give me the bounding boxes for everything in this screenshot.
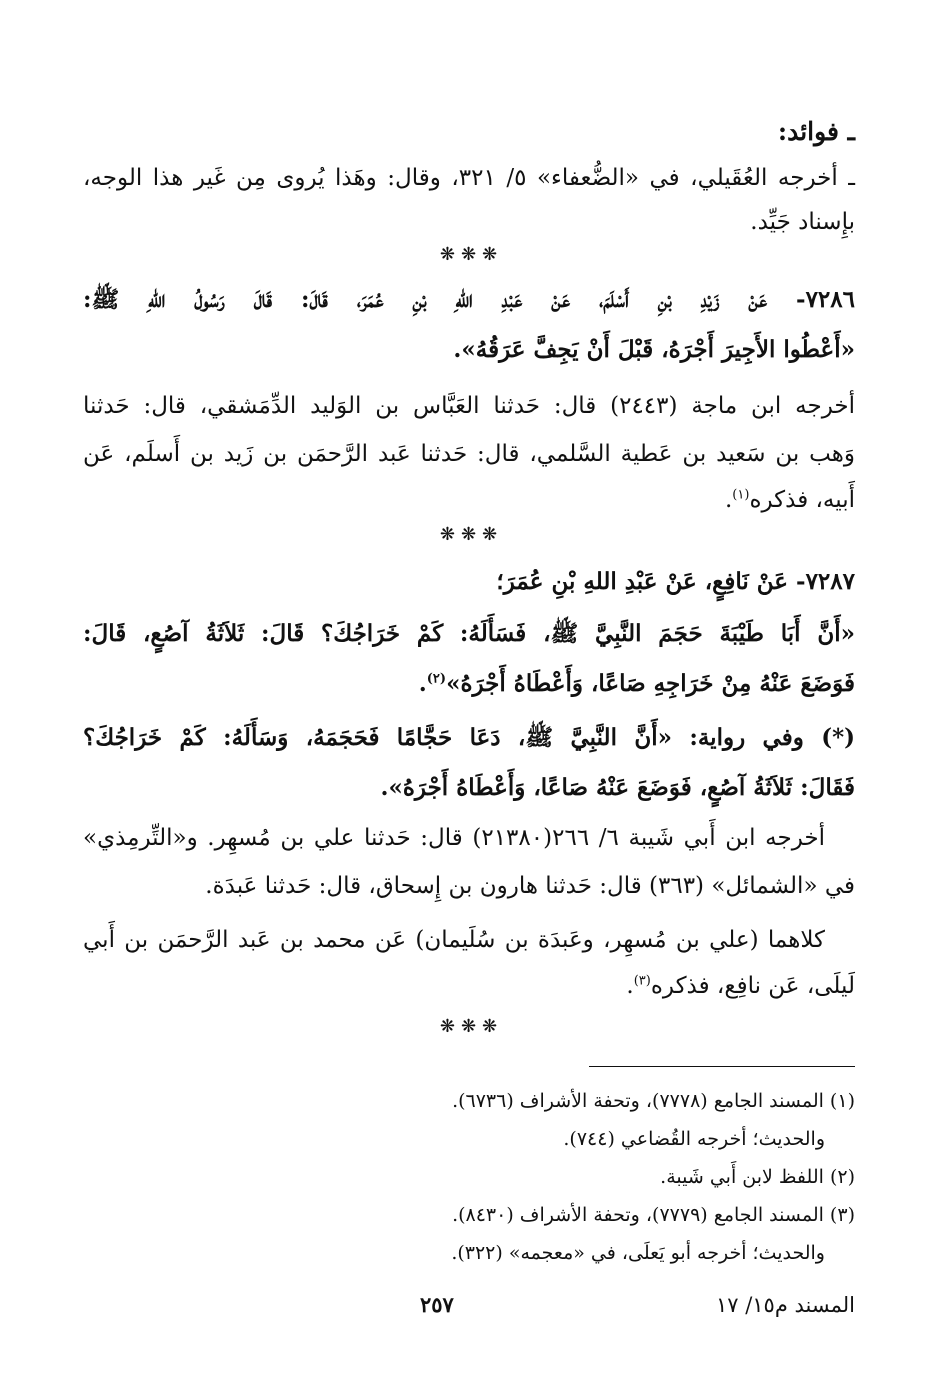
footnote-divider xyxy=(589,1066,855,1067)
footnote-ref-3: (٣) xyxy=(633,973,651,989)
takhrij-7287-end: . xyxy=(626,973,634,999)
hadith-7287-end: . xyxy=(418,670,427,697)
footnote-1b: والحديث؛ أخرجه القُضاعي (٧٤٤). xyxy=(563,1128,825,1150)
hadith-7287-text: فَوَضَعَ عَنْهُ مِنْ خَرَاجِهِ صَاعًا، وَأَعْطَاهُ أَجْرَهُ» xyxy=(446,670,855,697)
hadith-7287-line-1: ٧٢٨٧- عَنْ نَافِعٍ، عَنْ عَبْدِ اللهِ بْنِ عُمَرَ؛ xyxy=(496,568,855,595)
footnote-2: (٢) اللفظ لابن أَبي شَيبة. xyxy=(660,1166,855,1188)
takhrij-7286-line-1: أخرجه ابن ماجة (٢٤٤٣) قال: حَدثنا العَبَّاس بن الوَليد الدِّمَشقي، قال: حَدثنا xyxy=(83,393,856,419)
footnote-3b: والحديث؛ أخرجه أبو يَعلَى، في «معجمه» (٣٢٢). xyxy=(451,1242,825,1264)
riwaya-line-1: (*) وفي رواية: «أَنَّ النَّبِيَّ ﷺ، دَعَا حَجَّامًا فَحَجَمَهُ، وَسَأَلَهُ: كَمْ خَرَاجُكَ؟ xyxy=(83,724,855,751)
takhrij-7287-line-1: أخرجه ابن أَبي شَيبة ٦/ ٢٦٦(٢١٣٨٠) قال: حَدثنا علي بن مُسهِر. و«التِّرمِذي» xyxy=(83,825,825,851)
hadith-7287-line-3 xyxy=(83,664,855,704)
riwaya-line-2: فَقَالَ: ثَلاَثَةُ آصُعٍ، فَوَضَعَ عَنْهُ صَاعًا، وَأَعْطَاهُ أَجْرَهُ». xyxy=(380,774,855,801)
separator-stars: ❋❋❋ xyxy=(439,524,504,545)
takhrij-7286-text: أَبيه، فذكره xyxy=(749,487,855,513)
takhrij-7286-end: . xyxy=(724,487,733,513)
hadith-7286-line-2: «أَعْطُوا الأَجِيرَ أَجْرَهُ، قَبْلَ أَنْ يَجِفَّ عَرَقُهُ». xyxy=(453,336,855,363)
takhrij-7287-line-4 xyxy=(83,966,855,1006)
takhrij-7286-line-2: وَهب بن سَعيد بن عَطية السَّلمي، قال: حَدثنا عَبد الرَّحمَن بن زَيد بن أَسلَم، عَن xyxy=(83,441,855,467)
takhrij-7287-line-3: كلاهما (علي بن مُسهِر، وعَبدَة بن سُلَيمان) عَن محمد بن عَبد الرَّحمَن بن أَبي xyxy=(83,927,825,953)
separator-stars: ❋❋❋ xyxy=(439,244,504,265)
benefit-text-line-1: ـ أخرجه العُقَيلي، في «الضُّعفاء» ٥/ ٣٢١، وقال: وهَذا يُروى مِن غَير هذا الوجه، xyxy=(83,165,856,191)
hadith-7286-line-1: ٧٢٨٦- عَنْ زَيْدِ بْنِ أَسْلَمَ، عَنْ عَبْدِ اللهِ بْنِ عُمَرَ، قَالَ: قَالَ رَسُولُ اللهِ ﷺ: xyxy=(83,286,855,313)
footnote-ref-1: (١) xyxy=(732,487,750,503)
book-signature: المسند م١٥/ ١٧ xyxy=(715,1293,855,1317)
takhrij-7286-line-3 xyxy=(83,480,855,520)
separator-stars: ❋❋❋ xyxy=(439,1016,504,1037)
takhrij-7287-line-2: في «الشمائل» (٣٦٣) قال: حَدثنا هارون بن إِسحاق، قال: حَدثنا عَبدَة. xyxy=(205,873,855,899)
benefit-text-line-2: بإِسناد جَيِّد. xyxy=(750,209,855,235)
page-number: ٢٥٧ xyxy=(420,1292,454,1317)
footnote-1a: (١) المسند الجامع (٧٧٧٨)، وتحفة الأشراف (٦٧٣٦). xyxy=(452,1090,855,1112)
footnote-3a: (٣) المسند الجامع (٧٧٧٩)، وتحفة الأشراف (٨٤٣٠). xyxy=(452,1204,855,1226)
hadith-7287-line-2: «أَنَّ أَبَا طَيْبَةَ حَجَمَ النَّبِيَّ ﷺ، فَسَأَلَهُ: كَمْ خَرَاجُكَ؟ قَالَ: ثَلاَثَةُ آصُعٍ، قَالَ: xyxy=(83,620,855,647)
section-heading: ـ فوائد: xyxy=(777,117,855,146)
takhrij-7287-text: لَيلَى، عَن نافِع، فذكره xyxy=(650,973,855,999)
footnote-ref-2: (٢) xyxy=(426,671,447,687)
